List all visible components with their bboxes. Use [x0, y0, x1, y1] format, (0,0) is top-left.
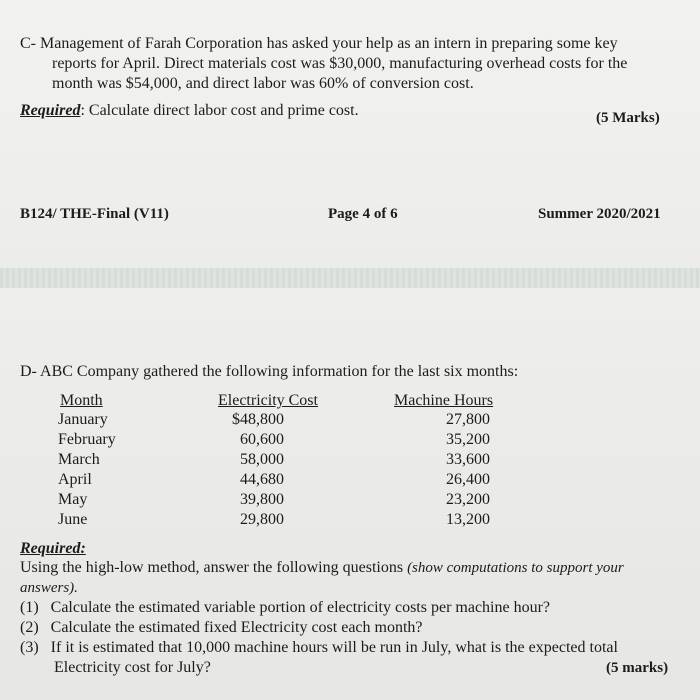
question-3-number: (3) — [20, 639, 39, 656]
section-c-required-text: Calculate direct labor cost and prime cost. — [88, 102, 359, 119]
section-c-line1 — [20, 34, 618, 54]
table-row-1-cost: $48,800 — [232, 411, 284, 428]
section-d-intro-text: ABC Company gathered the following information for the last six months: — [40, 363, 519, 380]
question-1-text: Calculate the estimated variable portion of electricity costs per machine hour? — [50, 599, 551, 616]
table-row-2-month: February — [58, 431, 116, 448]
section-c-text1: Management of Farah Corporation has asked your help as an intern in preparing some key — [40, 35, 618, 52]
question-2 — [20, 618, 423, 638]
table-row-6-hours: 13,200 — [446, 511, 490, 528]
table-row-4-hours: 26,400 — [446, 471, 490, 488]
table-row-6-cost: 29,800 — [240, 511, 284, 528]
section-d-marks: (5 marks) — [606, 660, 669, 676]
question-3-line2: Electricity cost for July? — [54, 659, 211, 676]
table-row-4-cost: 44,680 — [240, 471, 284, 488]
question-2-text: Calculate the estimated fixed Electricity cost each month? — [50, 619, 423, 636]
question-3 — [20, 638, 618, 658]
section-c-line2: reports for April. Direct materials cost was $30,000, manufacturing overhead costs for the — [52, 55, 628, 72]
question-2-number: (2) — [20, 619, 39, 636]
table-row-3-hours: 33,600 — [446, 451, 490, 468]
table-row-1-hours: 27,800 — [446, 411, 490, 428]
section-c-marks: (5 Marks) — [596, 110, 660, 126]
table-row-4-month: April — [58, 471, 92, 488]
section-c-required-label: Required — [20, 102, 81, 119]
table-row-2-cost: 60,600 — [240, 431, 284, 448]
table-row-3-month: March — [58, 451, 100, 468]
section-d-instruction-plain: Using the high-low method, answer the following questions — [20, 559, 404, 576]
table-row-5-hours: 23,200 — [446, 491, 490, 508]
footer-page-number: Page 4 of 6 — [328, 206, 398, 222]
question-3-text: If it is estimated that 10,000 machine hours will be run in July, what is the expected total — [50, 639, 618, 656]
table-row-6-month: June — [58, 511, 88, 528]
section-d-intro — [20, 362, 518, 382]
section-c-required-colon: : — [80, 102, 85, 119]
footer-exam-code: B124/ THE-Final (V11) — [20, 206, 169, 222]
section-d-instruction-italic2: answers). — [20, 580, 78, 596]
section-c-label: C- — [20, 35, 36, 52]
page-gap — [0, 268, 700, 288]
table-header-hours: Machine Hours — [394, 392, 494, 409]
section-d-instruction — [20, 558, 624, 578]
section-d-instruction-italic1: (show computations to support your — [407, 560, 624, 576]
question-1 — [20, 598, 550, 618]
table-row-5-month: May — [58, 491, 88, 508]
section-d-label: D- — [20, 363, 37, 380]
table-row-2-hours: 35,200 — [446, 431, 490, 448]
table-row-5-cost: 39,800 — [240, 491, 284, 508]
table-header-month: Month — [60, 392, 103, 409]
section-c-required — [20, 101, 359, 121]
table-row-1-month: January — [58, 411, 108, 428]
section-c-line3: month was $54,000, and direct labor was 60% of conversion cost. — [52, 75, 474, 92]
table-header-electricity: Electricity Cost — [218, 392, 318, 409]
section-d-required-label: Required: — [20, 540, 86, 557]
table-row-3-cost: 58,000 — [240, 451, 284, 468]
footer-term: Summer 2020/2021 — [538, 206, 661, 222]
question-1-number: (1) — [20, 599, 39, 616]
